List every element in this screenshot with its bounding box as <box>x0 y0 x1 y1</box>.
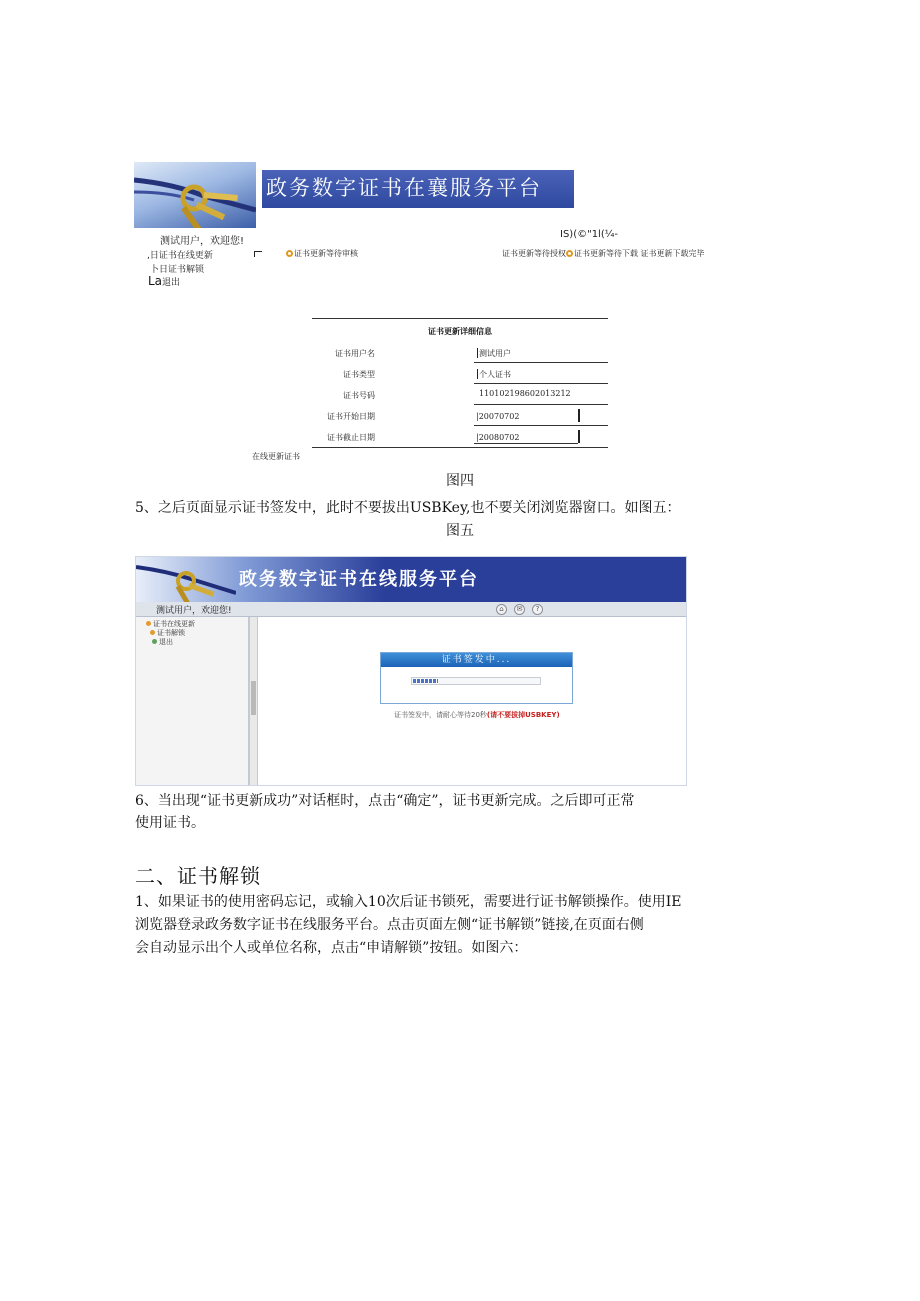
figure-caption-5: 图五 <box>446 523 474 539</box>
welcome-text: 测试用户，欢迎您! <box>156 606 232 616</box>
signing-dialog <box>380 652 573 704</box>
status-step-review[interactable]: 证书更新等待审核 <box>286 248 358 259</box>
status-steps-group[interactable] <box>502 248 705 259</box>
field-value-username: 测试用户 <box>479 349 511 358</box>
divider <box>312 318 608 319</box>
sidebar-item-exit[interactable] <box>148 274 180 288</box>
input-edge <box>578 430 580 443</box>
sidebar-item-exit[interactable]: 退出 <box>152 637 173 647</box>
sidebar-item-label: 退出 <box>162 278 181 288</box>
usbkey-warning: (请不要拔掉USBKEY) <box>486 711 560 719</box>
input-edge <box>578 409 580 422</box>
top-right-links[interactable]: IS)(©"1l(¼- <box>560 229 619 240</box>
collapse-icon[interactable] <box>254 251 262 257</box>
keys-illustration <box>134 162 256 228</box>
mail-icon[interactable]: ✉ <box>514 604 525 615</box>
field-value-end-date: |20080702 <box>476 433 520 442</box>
status-step-download: 证书更新等待下载 <box>574 249 638 258</box>
progress-bar <box>411 677 541 685</box>
field-label-cert-number: 证书号码 <box>343 391 375 400</box>
status-ring-icon <box>566 250 573 257</box>
field-value-cert-type: 个人证书 <box>479 370 511 379</box>
status-step-complete: 证书更新下载完毕 <box>640 249 705 258</box>
detail-title: 证书更新详细信息 <box>428 327 492 336</box>
keys-illustration <box>136 557 236 602</box>
field-label-cert-type: 证书类型 <box>343 370 375 379</box>
platform-banner <box>136 557 687 602</box>
section2-line1: 1、如果证书的使用密码忘记，或输入10次后证书锁死，需要进行证书解锁操作。使用IE <box>135 894 682 910</box>
tree-node-prefix: La <box>148 274 163 288</box>
field-value-start-date: |20070702 <box>476 412 520 421</box>
field-underline <box>474 425 608 426</box>
exit-icon <box>152 639 157 644</box>
dialog-title: 证书签发中... <box>381 653 572 667</box>
figure-caption-4: 图四 <box>446 473 474 489</box>
sidebar-item-cert-update[interactable] <box>147 248 213 261</box>
scrollbar-thumb[interactable] <box>251 681 256 715</box>
user-toolbar <box>136 602 687 617</box>
field-label-username: 证书用户名 <box>335 349 375 358</box>
field-underline <box>474 443 578 444</box>
sidebar-item-label: 证书解锁 <box>168 265 205 275</box>
signing-status <box>394 710 560 720</box>
field-underline <box>474 404 608 405</box>
tree-node-prefix: 卜日 <box>150 265 169 275</box>
step5-paragraph: 5、之后页面显示证书签发中，此时不要拔出USBKey,也不要关闭浏览器窗口。如图五： <box>135 500 681 516</box>
sidebar-item-cert-unlock[interactable]: 证书解锁 <box>150 628 185 638</box>
platform-title: 政务数字证书在襄服务平台 <box>266 176 542 200</box>
sidebar-scrollbar[interactable] <box>249 617 258 786</box>
welcome-text: 测试用户，欢迎您! <box>160 236 245 247</box>
section-heading-unlock: 二、证书解锁 <box>135 864 261 888</box>
status-step-authorization: 证书更新等待授权 <box>502 249 566 258</box>
sidebar <box>136 617 249 786</box>
tree-dot-icon <box>146 621 151 626</box>
status-ring-icon <box>286 250 293 257</box>
figure5-screenshot <box>135 556 687 786</box>
tree-dot-icon <box>150 630 155 635</box>
status-text: 证书签发中，请耐心等待20秒 <box>394 711 487 719</box>
sidebar-item-cert-update[interactable]: 证书在线更新 <box>146 619 195 629</box>
section2-line3: 会自动显示出个人或单位名称，点击“申请解锁”按钮。如图六： <box>135 940 528 956</box>
progress-fill <box>413 679 438 683</box>
online-update-button[interactable]: 在线更新证书 <box>252 452 300 461</box>
home-icon[interactable]: ⌂ <box>496 604 507 615</box>
field-value-cert-number: 110102198602013212 <box>479 389 571 398</box>
platform-logo-keys <box>134 162 256 228</box>
divider <box>312 447 608 448</box>
step6-line1: 6、当出现“证书更新成功”对话框时，点击“确定”，证书更新完成。之后即可正常 <box>135 793 635 809</box>
platform-title: 政务数字证书在线服务平台 <box>239 569 479 590</box>
sidebar-item-label: 证书在线更新 <box>158 251 213 261</box>
help-icon[interactable]: ? <box>532 604 543 615</box>
field-label-start-date: 证书开始日期 <box>327 412 375 421</box>
step6-line2: 使用证书。 <box>135 815 205 831</box>
section2-line2: 浏览器登录政务数字证书在线服务平台。点击页面左侧“证书解锁”链接,在页面右侧 <box>135 917 644 933</box>
field-underline <box>474 383 608 384</box>
tree-node-prefix: ,日 <box>147 251 159 261</box>
field-label-end-date: 证书截止日期 <box>327 433 375 442</box>
field-underline <box>474 362 608 363</box>
